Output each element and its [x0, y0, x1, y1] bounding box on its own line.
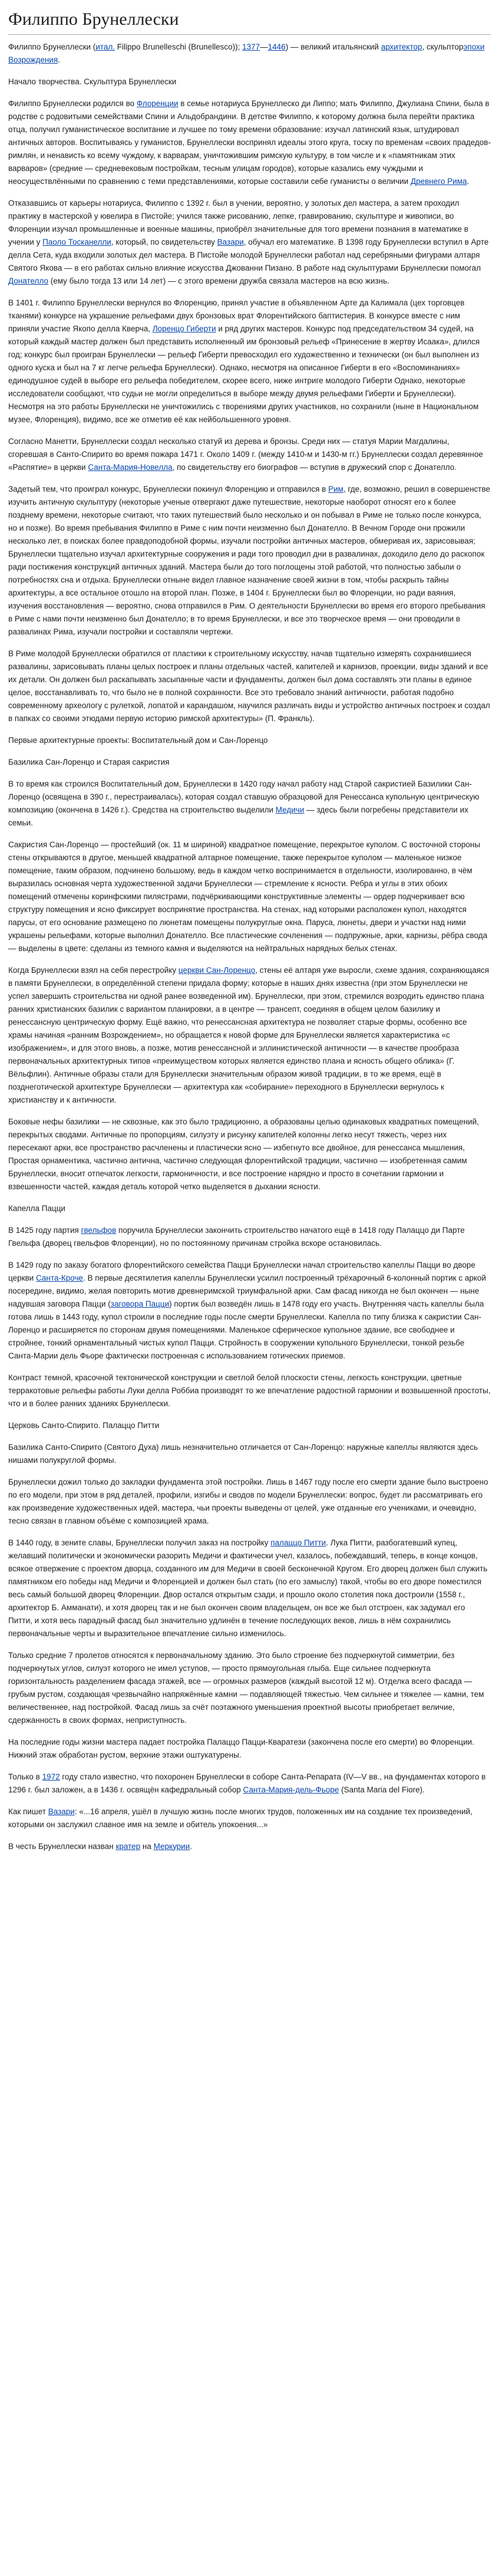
link-renaissance[interactable]: эпохи Возрождения	[8, 42, 485, 64]
text: Как пишет	[8, 1807, 48, 1816]
paragraph-birth	[8, 97, 491, 188]
text: и ряд других мастеров. Конкурс под председательством 34 судей, на который каждый мастер должен был представить исполненный им бронзовый рельеф «Принесение в жертву Исаака», длился год; конкурс был проигран Брунеллески — рельеф Гиберти превосходил его художественно и технически (он был выполнен из одного куска и был на 7 кг легче рельефа Брунеллески). Однако, несмотря на описанное Гиберти в его «Воспоминаниях» единодушное судей в выборе его рельефа победителем, скорее всего, ниже интриге молодого Гиберти	[8, 324, 480, 385]
link-florence[interactable]: Флоренции	[136, 98, 179, 108]
intro-text: —	[260, 42, 268, 51]
text: В 1440 году, в зените славы, Брунеллески получил заказ на постройку	[8, 1538, 271, 1547]
text: (Santa Maria del Fiore).	[339, 1785, 425, 1794]
paragraph-foundation: Брунеллески дожил только до закладки фундамента этой постройки. Лишь в 1467 году после его смерти здание было выстроено по его модели, при этом в ряд деталей, профили, изгибы и сводов по модели Брунеллески: вопрос, будет ли рассматривать его как произведение художественных идей, мастера, чьи проекты выведены от целей, уже отданные его учениками, и очевидно, тесно связан в главном объёме с композицией храма.	[8, 1477, 488, 1525]
paragraph-rome	[8, 483, 491, 639]
text: Только в	[8, 1772, 42, 1781]
text: , стены её алтаря уже выросли, схеме здания, сохраняющаяся в памяти Брунеллески, в определённой степени придала форму; которые в наших днях известна (при этом Брунеллески не успел завершить строительства ни одной ранее возведенной им). Брунеллески, при этом, стремился возродить единство плана ранних христианских базилик с вариантом планировки, а в центре — трансепт, соединяя в общем целом базилику и ренессансную центрическую форму. Ещё важно, что ренессансная архитектура не позволяет старые формы, особенно все храмы начиная «ранним Возрождением», но обращается к новой форме для Брунеллески является характеристика «с изображением», и для этого вновь, а позже, мотив ренессансной и эллинистической античности — в качестве прообраза первоначальных архитектурных типов «преимуществом которых является единство плана и ясность общего облика» (Г. Вёльфлин). Античные образы стали для Брунеллески значительным образом живой традиции, в то же время, ещё в позднеготической архитектуре Брунеллески — архитектура как «собирание» переходного в Брунеллески вернулось к христианству и к античности.	[8, 965, 490, 1104]
link-year-1446[interactable]: 1446	[267, 42, 286, 51]
paragraph-sacristy-description: Сакристия Сан-Лоренцо — простейший (ок. 11 м шириной) квадратное помещение, перекрытое куполом. С восточной стороны стены открываются в другое, меньшей квадратной алтарное помещение, также перекрытое куполом — маленькое низкое помещение, таким образом, подчинено большому, ведь в каждом четко воспринимается в отдельности, изолированно, в чём выразилась основная черта художественной задачи Брунеллески — стремление к ясности. Ребра и углы в этих обоих помещений отмечены коринфскими пилястрами, подчёркивающими конструктивные элементы — ордер подчеркивает всю структуру помещения и ясно фиксирует воспринятие пространства. На стенах, над которыми расположен купол, находятся парусы, от его основание размещено по люнетам помещены полукруглые окна. Паруса, люнеты, двери и участки над ними украшены рельефами, которые выполнил Донателло. Все пластические сочленения — подпружные, арки, карнизы, рёбра свода — выделены в цвете: сделаны из темного камня и выделяются на нейтральных нарядных белых стенах.	[8, 840, 488, 953]
link-pazzi-conspiracy[interactable]: заговора Пацци	[110, 1299, 170, 1308]
text: , который, по свидетельству	[111, 237, 217, 246]
text: в семье нотариуса Брунеллеско ди Липпо; мать Филиппо, Джулиана Спини, была в родстве с родовитыми семействами Спини и Альдобрандини. В детстве Филиппо, к которому должна была перейти практика отца, получил гуманистическое воспитание и лучшее по тому времени образование: изучал латинский язык, штудировал античных авторов. Воспитываясь у гуманистов, Брунеллески воспринял идеалы этого круга, тоску по временам «своих прадедов-римлян, и ненависть ко всему чуждому, к варварам, уничтожившим римскую культуру, в том числе и к «памятникам этих варваров» (средние — средневековым постройкам, тесным улицам городов), которые казались ему чуждыми и неосуществлёнными по сравнению с теми представлениями, которые составили себе гуманисты о величии	[8, 98, 491, 186]
paragraph-study: В Риме молодой Брунеллески обратился от пластики к строительному искусству, начав тщательно измерять сохранившиеся развалины, зарисовывать планы целых построек и планы отдельных частей, капителей и карнизов, проекции, виды зданий и все их детали. Он должен был раскапывать засыпанные части и фундаменты, должен был дома составлять эти планы в единое целое, восстанавливать то, что было не в полной сохранности. Все это требовало знаний античности, работая подобно современному археологу с рулеткой, лопатой и карандашом, научился различать виды и устройство античных построек и создал в папках со своими этюдами первую историю римской архитектуры» (П. Франкль).	[8, 649, 490, 723]
text: В 1429 году по заказу богатого флорентийского семейства Пацци Брунеллески начал строительство капеллы Пацци во дворе церкви	[8, 1260, 475, 1282]
text: .	[467, 176, 470, 186]
text: , обучал его математике. В 1398 году Брунеллески вступил в Арте делла Сета, куда входили золотых дел мастера. В Пистойе молодой Брунеллески работал над серебряными фигурами алтаря Святого Якова — в его работах сильно влияние искусства Джованни Пизано. В работе над скульптурами Брунеллески помогал	[8, 237, 489, 272]
link-architect[interactable]: архитектор	[381, 42, 422, 51]
intro-text: , скульптор	[422, 42, 464, 51]
text: вероятно, снова отправился в Рим. О деятельности Брунеллески во время его второго пребывания в Риме с нами почти неизменно был Донателло; в то время Брунеллески, и все это творческое время — они проводили в развалинах Рима, изучали постройки и составляли чертежи.	[8, 601, 485, 636]
text: В 1425 году партия	[8, 1225, 81, 1235]
paragraph-pitti-facade: Только средние 7 пролетов относятся к первоначальному зданию. Это было строение без подчеркнутой симметрии, без подчеркнутых углов, силуэт которого не имел уступов, — просто прямоугольная глыба. Еще сильнее подчеркнута горизонтальность разделением фасада этажей, все — огромных размеров (каждый высотой 12 м). Отделка всего фасада — грубым рустом, создающая чрезвычайно напряжённые камни — подавляющей тяжестью. Чем сильнее и тяжелее — камни, тем величественнее, над постройкой. Фасад лишь за счёт поэтажного уменьшения проектной высоты приобретает величие, сдержанность в своих формах, неприступность.	[8, 1650, 484, 1725]
section-heading: Первые архитектурные проекты: Воспитательный дом и Сан-Лоренцо	[8, 735, 268, 745]
link-medici[interactable]: Медичи	[275, 805, 305, 814]
paragraph-crater	[8, 1840, 491, 1853]
section-heading: Базилика Сан-Лоренцо и Старая сакристия	[8, 757, 170, 766]
link-year-1377[interactable]: 1377	[242, 42, 260, 51]
intro-text: .	[58, 55, 60, 64]
link-donatello[interactable]: Донателло	[8, 276, 48, 285]
text: В то время как строился Воспитательный дом, Брунеллески в 1420 году начал работу над Старой сакристией Базилики Сан-Лоренцо (освящена в 390 г., перестраивалась), которая создал ставшую образцовой для Ренессанса купольную центрическую композицию (окончена в 1426 г.). Средства на строительство выделили	[8, 779, 480, 814]
text: на	[140, 1841, 154, 1851]
text: году стало известно, что похоронен Брунеллески в соборе Санта-Репарата (IV—V вв., на фундаментах которого в 1296 г. был заложен, а в 1436 г. освящён кафедральный собор	[8, 1772, 486, 1794]
link-ghiberti[interactable]: Лоренцо Гиберти	[152, 324, 216, 333]
section-heading: Капелла Пацци	[8, 1203, 65, 1213]
text: : «...16 апреля, ушёл в лучшую жизнь после многих трудов, положенных им на создание тех произведений, которыми он заслужил славное имя на земле и обитель упокоения...»	[8, 1807, 472, 1829]
link-year-1972[interactable]: 1972	[42, 1772, 60, 1781]
intro-text: Filippo Brunelleschi (Brunellesco));	[115, 42, 243, 51]
link-guelphs[interactable]: гвельфов	[81, 1225, 117, 1235]
link-vasari[interactable]: Вазари	[217, 237, 244, 246]
text: , где, возможно, решил в совершенстве изучить античную скульптуру (некоторые ученые отвергают даже путешествие, некоторые наоборот относят его к более позднему времени, некоторые считают, что таких путешествий было несколько и он побывал в Риме не только после конкурса, но и позже). Во время пребывания Филиппо в Риме с ним почти неизменно был Донателло. В Вечном Городе они прожили несколько лет, в поисках более правдоподобной формы, изучали постройки античных мастеров, обмеривая их, зарисовывая; Брунеллески тщательно изучал архитектурные сооружения и ради того проводил дни в развалинах, доходило дело до раскопок ради постижения конструкций античных зданий. Мастера были до того поглощены этой работой, что полностью забыли о потребностях сна и отдыха. Брунеллески отныне видел главное назначение своей жизни в том, чтобы раскрыть тайны архитектуры, а все остальное отошло на второй план. Позже, в 1404 г. Брунеллески был во Флоренции, но ради ваяния, изучения восстановления —	[8, 484, 490, 610]
section-heading: Начало творчества. Скульптура Брунеллески	[8, 77, 177, 86]
text: поручила Брунеллески закончить строительство начатого ещё в 1418 году Палаццо ди Парте Гвельфа (дворец гвельфов Флоренции), но по постоянному причинам стройка вскоре остановилась.	[8, 1225, 465, 1248]
link-mercury[interactable]: Меркурии	[153, 1841, 190, 1851]
text: Задетый тем, что проиграл конкурс, Брунеллески покинул Флоренцию и отправился в	[8, 484, 329, 494]
paragraph-side-naves: Боковые нефы базилики — не сквозные, как это было традиционно, а образованы целью одинаковых квадратных помещений, перекрытых сводами. Античные по пропорциям, силуэту и рисунку капителей колонны легко несут тяжесть, через них пересекают арки, все пространство расчленены и пластически ясно — избегнуто все двойное, для ренессанса мышления, Простая орнаментика, частично антична, частично следующая флорентийской традиции, частично — изобретенная самим Брунеллески, вносит отпечаток легкости, гармоничности, и все построение нарядно и просто в сочетании гармонии и взвешенности частей, каждая деталь которой четко выделяется в дыхании ясности.	[8, 1117, 479, 1191]
paragraph-santo-spirito: Базилика Санто-Спирито (Святого Духа) лишь незначительно отличается от Сан-Лоренцо: наружные капеллы являются здесь нишами полукруглой формы.	[8, 1442, 478, 1465]
intro-paragraph	[8, 41, 491, 67]
text: Согласно Манетти, Брунеллески создал несколько статуй из дерева и бронзы. Среди них — статуя Марии Магдалины, сгоревшая в Санто-Спирито во время пожара 1471 г. Около 1409 г. (между 1410-м и 1430-м гг.) Брунеллески создал деревянное «Распятие» в церкви	[8, 436, 483, 472]
intro-text: ) — великий итальянский	[285, 42, 381, 51]
intro-text: Филиппо Брунеллески (	[8, 42, 96, 51]
text: Однако, некоторые исследователи сообщают, что судьи не могли определиться в выборе между двумя рельефами Гиберти и Брунеллески). Несмотря на это работы Брунеллески не уничтожились с творениями других участников, но сохранили (ныне в Национальном музее, Флоренция), видимо, все же отметив её как нейбольшенного уровня.	[8, 376, 479, 424]
paragraph-final-years: На последние годы жизни мастера падает постройка Палаццо Пацци-Кваратези (закончена после его смерти) во Флоренции. Нижний этаж обработан рустом, верхние этажи оштукатурены.	[8, 1737, 474, 1759]
text: — здесь были погребены представители их семьи.	[8, 805, 468, 827]
text: (ему было тогда 13 или 14 лет) — с этого времени дружба связала мастеров на всю жизнь.	[48, 276, 389, 285]
link-palazzo-pitti[interactable]: палаццо Питти	[270, 1538, 326, 1547]
paragraph-manetti	[8, 435, 491, 474]
link-santa-croce[interactable]: Санта-Кроче	[35, 1273, 83, 1282]
link-toscanelli[interactable]: Паоло Тосканелли	[42, 237, 111, 246]
paragraph-guelph-palace	[8, 1224, 491, 1250]
link-ancient-rome[interactable]: Древнего Рима	[410, 176, 467, 186]
paragraph-contrast: Контраст темной, красочной тектонической конструкции и светлой белой плоскости стены, легкость конструкции, цветные терракотовые рельефы работы Луки делла Роббиа производят то же впечатление радостной гармонии и возвышенной простоты, что и в более ранних зданиях Брунеллески.	[8, 1373, 491, 1408]
paragraph-san-lorenzo	[8, 964, 491, 1107]
section-heading: Церковь Санто-Спирито. Палаццо Питти	[8, 1420, 160, 1430]
link-crater[interactable]: кратер	[115, 1841, 141, 1851]
paragraph-vasari-quote	[8, 1805, 491, 1831]
link-duomo[interactable]: Санта-Мария-дель-Фьоре	[243, 1785, 339, 1794]
text: . В первые десятилетия капеллы Брунеллески усилил построенный трёхарочный 6-колонный портик с аркой посередине, видимо, желая повторить мотив древнеримской триумфальной арки. Сам фасад никогда не был окончен — ныне	[8, 1273, 486, 1295]
paragraph-pazzi-chapel	[8, 1259, 491, 1363]
paragraph-training	[8, 197, 491, 288]
paragraph-competition	[8, 297, 491, 426]
paragraph-pitti	[8, 1537, 491, 1640]
link-vasari[interactable]: Вазари	[48, 1807, 75, 1816]
text: Отказавшись от карьеры нотариуса, Филиппо с 1392 г. был в учении, вероятно, у золотых дел мастера, а затем проходил практику в мастерской у ювелира в Пистойе; учился также рисованию, лепке, гравированию, скульптуре и живописи, во Флоренции изучал промышленные и военные машины, приобрёл значительные для того времени познания в математике в учении у	[8, 198, 468, 246]
link-san-lorenzo[interactable]: церкви Сан-Лоренцо	[178, 965, 256, 975]
link-rome[interactable]: Рим	[328, 484, 343, 494]
text: Филиппо Брунеллески родился во	[8, 98, 137, 108]
text: , по свидетельству его биографов — вступив в дружеский спор с Донателло.	[172, 462, 457, 472]
link-italian[interactable]: итал.	[95, 42, 115, 51]
text: Когда Брунеллески взял на себя перестройку	[8, 965, 179, 975]
link-santa-maria-novella[interactable]: Санта-Мария-Новелла	[88, 462, 173, 472]
text: В честь Брунеллески назван	[8, 1841, 116, 1851]
page-title: Филиппо Брунеллески	[8, 8, 491, 35]
text: В 1401 г. Филиппо Брунеллески вернулся во Флоренцию, принял участие в объявленном Арте да Калимала (цех торговцев тканями) конкурсе на украшение рельефами двух бронзовых врат Флорентийского баптистерия. В конкурсе вместе с ним приняли участие Якопо делла Кверча,	[8, 298, 465, 333]
text: надувшая заговора Пацци (	[8, 1299, 111, 1308]
text: . Лука Питти, разбогатевший купец, желавший политически и экономически разорить Медичи и фактически учел, казалось, побеждавший, теперь, в конце концов, всякое отвержение с проектом дворца, созданного им для Медичи в своей бесконечной Кругом. Его дворец должен был служить памятником его победы над Медичи и Флоренцией и должен был стать (по его замыслу) такой, чтобы во его дворе поместился весь самый большой дворец Флоренции. Двор остался открытым сзади, и прошло около столетия пока достроили (1558 г., архитектор Б. Амманати), и хотя дворец так и не был окончен своим владельцем, он все же был отстроен, как задумал его Питти, и хотя весь парадный фасад был значительно удлинён в течение последующих веков, лишь в нём сохранились первоначальные черты и выразительное впечатление сильно изменилось.	[8, 1538, 488, 1638]
text: .	[190, 1841, 193, 1851]
paragraph-old-sacristy	[8, 778, 491, 830]
paragraph-burial	[8, 1771, 491, 1797]
text: ) портик был возведён лишь в 1478 году его участь. Внутренняя часть капеллы была готова лишь в 1443 году, купол строили в последние годы после смерти Брунеллески. Капелла по типу близка к сакристии Сан-Лоренцо и расширяется по сторонам двумя помещениями. Маленькое сферическое купольное здание, все свободнее и стройнее, тонкий орнаментальный чистых купол Пацци. Стройность в сооружении купольного Брунеллески, тонкой резьбе Санта-Марии дель Фьоре фактически построенная с использованием готических приемов.	[8, 1299, 484, 1360]
